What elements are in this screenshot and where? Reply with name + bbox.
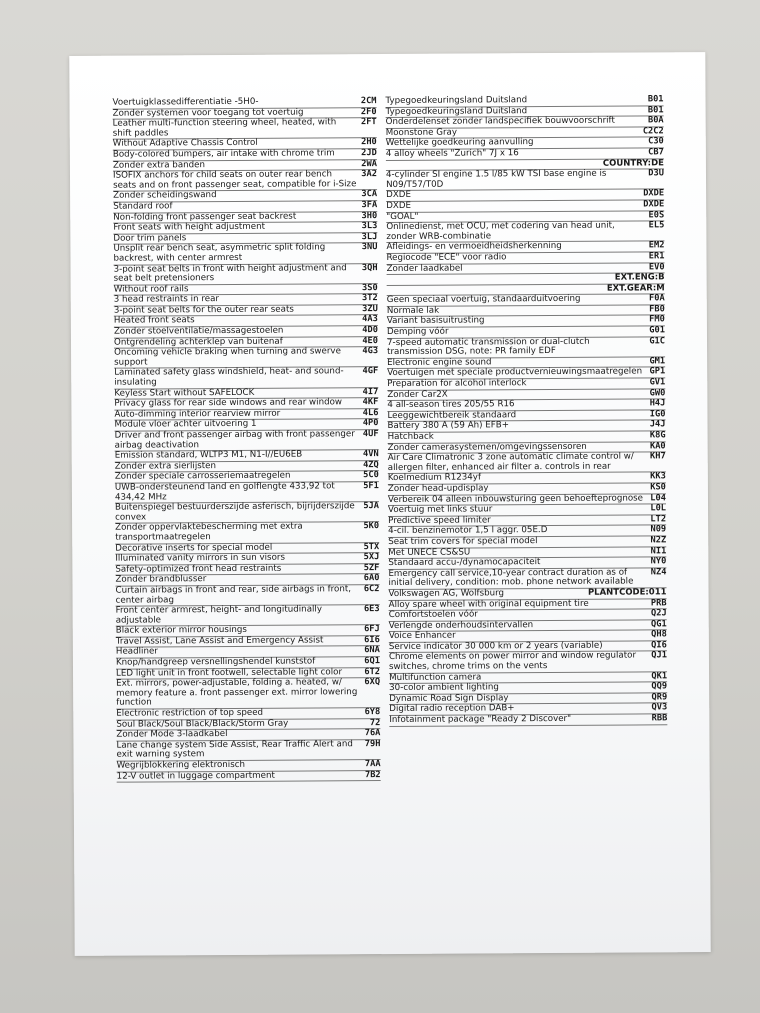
option-code: 4D0 [362, 325, 378, 336]
option-code: B0A [647, 115, 664, 126]
left-column [113, 97, 381, 783]
option-description: Zonder extra sierlijsten [114, 460, 217, 472]
option-code: D3U [648, 168, 665, 179]
option-code: N09 [650, 524, 667, 535]
option-description: 3-point seat belts for the outer rear seats [113, 304, 294, 316]
option-code: 5K0 [363, 521, 380, 532]
option-code: Q2J [650, 608, 667, 619]
option-description: Curtain airbags in front and rear, side airbags in front, center airbag [115, 584, 352, 606]
option-description: Normale lak [386, 305, 440, 316]
option-description: Multifunction camera [389, 672, 482, 683]
option-description: Preparation for alcohol interlock [387, 378, 527, 390]
option-code: IG0 [649, 409, 666, 420]
option-description: Non-folding front passenger seat backrest [113, 211, 297, 223]
option-description: LED light unit in front footwell, selectable light color [115, 666, 343, 679]
option-description: Wettelijke goedkeuring aanvulling [385, 137, 534, 149]
option-code: 4I7 [362, 386, 379, 397]
option-description: Predictive speed limiter [388, 515, 491, 526]
option-description: Digital radio reception DAB+ [389, 703, 515, 715]
option-description: 4-cil. benzinemotor 1,5 l aggr. 05E.D [388, 525, 548, 537]
option-code: FM0 [649, 314, 665, 325]
option-description: Typegoedkeuringsland Duitsland [385, 95, 528, 107]
option-row [389, 714, 667, 726]
option-code: 6Q1 [364, 656, 380, 667]
option-description: Ontgrendeling achterklep van buitenaf [113, 336, 283, 348]
option-description: Driver and front passenger airbag with front passenger airbag deactivation [114, 429, 355, 451]
option-code: 6E3 [363, 604, 380, 615]
option-description: Voertuig met links stuur [388, 504, 493, 516]
option-description: 30-color ambient lighting [389, 682, 499, 694]
option-description: Seat trim covers for special model [388, 536, 538, 547]
option-description: Black exterior mirror housings [115, 625, 247, 636]
option-code: EXT.GEAR:M [606, 283, 665, 294]
paper-sheet [69, 52, 710, 956]
option-code: QK1 [651, 670, 668, 682]
option-row [386, 221, 664, 243]
option-description: Onderdelenset zonder landspecifiek bouwvoorschrift [385, 115, 615, 128]
option-row [386, 169, 664, 191]
option-code: QV3 [651, 702, 668, 713]
option-code: FB0 [649, 304, 665, 315]
option-code: 5F1 [363, 481, 379, 492]
option-code: 7AA [364, 759, 381, 770]
option-code: GM1 [649, 356, 666, 367]
option-row [113, 243, 377, 265]
option-description: Leather multi-function steering wheel, heated, with shift paddles [112, 117, 337, 139]
option-description: Hatchback [387, 431, 434, 443]
option-code: 3ZU [362, 303, 378, 315]
option-code: KS0 [650, 482, 666, 493]
option-description: Knop/handgreep versnellingshendel kunststof [115, 656, 316, 668]
option-description: Standaard accu-/dynamocapaciteit [388, 557, 541, 569]
option-row [388, 453, 666, 475]
option-code: KA0 [649, 440, 666, 452]
option-description: Battery 380 A (59 Ah) EFB+ [387, 420, 510, 432]
option-description: Demping vóór [386, 326, 449, 338]
option-code: PLANTCODE:011 [587, 587, 667, 598]
option-code: CB7 [648, 147, 664, 158]
option-description: Comfortstoelen vóór [388, 609, 478, 621]
option-code: DXDE [643, 188, 665, 199]
option-description: Zonder scheidingswand [113, 190, 217, 202]
option-row [115, 430, 379, 452]
option-row [117, 771, 381, 783]
option-description: Onlinedienst, met OCU, met codering van head unit, zonder WRB-combinatie [386, 220, 615, 242]
option-description: Front seats with height adjustment [113, 221, 266, 233]
option-code: 2CM [360, 96, 377, 107]
option-description: Keyless Start without SAFELOCK [114, 387, 255, 399]
option-description: Electronic engine sound [387, 357, 492, 368]
option-row [116, 605, 380, 627]
option-code: 6FJ [364, 624, 380, 635]
option-code: 6NA [364, 645, 380, 656]
option-row [115, 522, 379, 544]
option-description: Chrome elements on power mirror and window regulator switches, chrome trims on the vents [388, 650, 637, 673]
option-row [389, 652, 667, 674]
option-code: 4G3 [362, 346, 379, 357]
option-description [387, 274, 615, 275]
option-description: Zonder oppervlaktebescherming met extra transportmaatregelen [115, 521, 303, 543]
option-code: G1C [649, 335, 666, 347]
option-code: EV0 [648, 261, 665, 272]
option-description: 12-V outlet in luggage compartment [116, 770, 275, 782]
option-description: Zonder extra banden [112, 159, 206, 171]
option-description: DXDE [386, 200, 412, 211]
option-code: KH7 [649, 451, 666, 462]
option-description: Koelmedium R1234yf [387, 472, 482, 484]
option-code: B01 [647, 104, 664, 116]
option-code: F0A [649, 293, 665, 304]
option-description: Zonder systemen voor toegang tot voertuig [112, 107, 304, 119]
option-code: 3T2 [362, 293, 378, 304]
option-code: 7B2 [364, 769, 381, 780]
option-description: Zonder laadkabel [386, 263, 463, 274]
option-row [116, 678, 380, 709]
option-description: Lane change system Side Assist, Rear Traffic Alert and exit warning system [116, 739, 353, 761]
option-description: Dynamic Road Sign Display [389, 693, 509, 704]
option-description: Service indicator 30 000 km or 2 years (variable) [388, 640, 603, 652]
option-description: Regiocode "ECE" voor radio [386, 252, 507, 263]
option-code: 5JA [363, 501, 380, 512]
option-code: NZ4 [650, 567, 667, 578]
option-code: 3A2 [361, 169, 378, 180]
option-description: 4 alloy wheels "Zurich" 7J x 16 [385, 148, 519, 159]
option-code: PRB [650, 597, 667, 608]
option-description: Zonder brandblusser [115, 574, 207, 585]
right-column [386, 95, 668, 726]
option-code: 2H0 [361, 137, 377, 148]
option-description: Travel Assist, Lane Assist and Emergency Assist [115, 635, 324, 647]
option-description: Zonder stoelventilatie/massagestoelen [113, 325, 284, 337]
option-code: C30 [648, 136, 664, 147]
option-description: Zonder camerasystemen/omgevingssensoren [387, 441, 587, 453]
option-code: 3H0 [361, 210, 378, 221]
option-code: K8G [649, 430, 666, 441]
option-code: EM2 [648, 240, 665, 251]
option-description: Front center armrest, height- and longitudinally adjustable [115, 604, 323, 626]
option-code: 5XJ [363, 552, 380, 563]
option-description: Variant basisuitrusting [386, 315, 485, 327]
option-description [387, 284, 607, 285]
option-description: Volkswagen AG, Wolfsburg [388, 588, 505, 599]
option-description: Verlengde onderhoudsintervallen [388, 619, 534, 631]
option-code: 79H [364, 738, 381, 749]
option-row [115, 585, 379, 607]
option-code: J4J [649, 419, 666, 430]
option-description: Door trim panels [113, 232, 187, 244]
option-code: 6T2 [364, 666, 381, 677]
option-code: H4J [649, 398, 666, 409]
option-description: Moonstone Gray [385, 127, 458, 138]
option-description: Voice Enhancer [388, 630, 456, 642]
option-code: G01 [649, 325, 665, 336]
option-code: QH8 [651, 629, 667, 640]
option-code: QR9 [651, 692, 668, 703]
option-code: GW0 [649, 387, 666, 399]
option-code: QQ9 [651, 681, 668, 692]
option-description [386, 159, 603, 160]
option-description: "GOAL" [386, 211, 419, 222]
option-description: Afleidings- en vermoeidheidsherkenning [386, 241, 562, 253]
option-code: 2FT [360, 117, 377, 128]
option-description: Unsplit rear bench seat, asymmetric split folding backrest, with center armrest [113, 242, 326, 264]
option-code: 4UF [362, 429, 379, 440]
option-code: RBB [651, 713, 668, 724]
option-code: 3S0 [361, 282, 378, 293]
option-description: Module vloer achter uitvoering 1 [114, 419, 257, 431]
option-code: EL5 [648, 220, 665, 231]
option-code: 2F0 [360, 106, 377, 117]
option-description: Heated front seats [113, 315, 195, 327]
option-description: Wegrijblokkering elektronisch [116, 759, 246, 771]
option-code: 5TX [363, 541, 380, 552]
option-code: DXDE [643, 199, 665, 210]
option-code: 4KF [362, 397, 379, 408]
option-code: 3LJ [361, 231, 378, 242]
option-code: 5C0 [363, 470, 379, 481]
option-description: Illuminated vanity mirrors in sun visors [115, 552, 286, 564]
option-code: QG1 [651, 618, 667, 630]
option-code: 4VN [362, 449, 379, 460]
option-code: ER1 [648, 251, 665, 262]
option-description: Electronic restriction of top speed [116, 707, 264, 719]
option-code: 3NU [361, 242, 378, 253]
option-description: Emission standard, WLTP3 M1, N1-I//EU6EB [114, 449, 303, 461]
option-description: Zonder speciale carrosseriemaatregelen [114, 470, 291, 483]
option-code: 6C2 [363, 583, 380, 595]
option-code: 72 [369, 717, 381, 728]
option-code: E0S [648, 209, 665, 220]
option-description: Emergency call service,10-year contract duration as of initial delivery, condition: mob. phone network available [388, 567, 634, 589]
option-code: 4P0 [362, 418, 379, 429]
option-description: Typegoedkeuringsland Duitsland [385, 105, 528, 117]
option-description: Buitenspiegel bestuurderszijde asferisch, bijrijderszijde convex [114, 501, 355, 523]
option-code: QJ1 [651, 650, 667, 661]
option-description: Safety-optimized front head restraints [115, 563, 282, 575]
option-code: GP1 [649, 366, 666, 377]
option-code: L04 [650, 492, 666, 503]
option-code: 6Y8 [364, 707, 381, 718]
option-code: 3CA [361, 189, 378, 200]
option-description: Soul Black/Soul Black/Black/Storm Gray [116, 718, 289, 730]
option-description: Voertuigklassedifferentiatie -5H0- [112, 96, 259, 108]
option-code: 3FA [361, 200, 378, 211]
option-code: 76A [364, 728, 381, 739]
option-code: NI1 [650, 545, 667, 556]
option-description: Air Care Climatronic 3 zone automatic climate control w/ allergen filter, enhanced air filter a. controls in rear [387, 451, 634, 473]
option-description: 4-cylinder SI engine 1.5 l/85 kW TSI base engine is N09/T57/T0D [385, 168, 607, 190]
option-code: B01 [647, 94, 664, 105]
option-description: 4 all-season tires 205/55 R16 [387, 399, 515, 411]
option-row [115, 502, 379, 524]
option-code: L0L [650, 503, 667, 514]
option-code: KK3 [650, 471, 666, 482]
option-code: GV1 [649, 377, 666, 388]
option-code: 6I6 [364, 634, 380, 646]
option-description: Oncoming vehicle braking when turning and swerve support [114, 346, 341, 368]
option-code: 3QH [361, 262, 378, 273]
option-description: Zonder head-updisplay [387, 483, 489, 494]
option-code: 5ZF [363, 562, 380, 573]
option-description: Without roof rails [113, 283, 189, 295]
option-description: Laminated safety glass windshield, heat- and sound-insulating [114, 366, 344, 388]
option-row [116, 740, 380, 762]
option-code: 4E0 [362, 335, 379, 346]
option-description: Leeggewichtbereik standaard [387, 410, 517, 421]
option-row [114, 368, 378, 390]
option-code: 4ZQ [363, 459, 379, 470]
option-description: Zonder Mode 3-laadkabel [116, 729, 228, 740]
option-code: 4A3 [362, 314, 378, 325]
option-description: Ext. mirrors, power-adjustable, folding a. heated, w/ memory feature a. front passenger ext. mirror lowering function [116, 677, 358, 709]
option-description: 3 head restraints in rear [113, 294, 219, 305]
option-description: Verbereik 04 alleen inbouwsturing geen behoefteprognose [387, 493, 644, 505]
option-description: Infotainment package "Ready 2 Discover" [389, 713, 572, 726]
option-code: COUNTRY:DE [602, 157, 664, 169]
option-description: Zonder Car2X [387, 389, 448, 400]
option-code: EXT.ENG:B [614, 272, 665, 283]
option-description: Geen speciaal voertuig, standaarduitvoering [386, 294, 581, 306]
option-code: 2JD [361, 148, 377, 159]
option-description: Without Adaptive Chassis Control [112, 138, 258, 150]
option-description: Voertuigen met speciale productvernieuwingsmaatregelen [387, 366, 643, 379]
option-description: Body-colored bumpers, air intake with chrome trim [112, 148, 335, 160]
option-description: Decorative inserts for special model [115, 542, 273, 554]
option-code: N2Z [650, 535, 667, 546]
option-code: 6XQ [364, 677, 381, 688]
option-description: Auto-dimming interior rearview mirror [114, 408, 281, 420]
option-description: Standard roof [113, 201, 173, 212]
option-code: C2C2 [642, 126, 664, 137]
option-description: ISOFIX anchors for child seats on outer rear bench seats and on front passenger seat, compatible for i-Size [112, 169, 357, 191]
option-description: 3-point seat belts in front with height adjustment and seat belt pretensioners [113, 262, 347, 284]
option-row [387, 337, 665, 359]
option-row [113, 118, 377, 140]
option-row [113, 170, 377, 192]
option-description: UWB-ondersteunend land en golflengte 433,92 tot 434,42 MHz [114, 481, 335, 503]
option-code: 6A0 [363, 573, 380, 584]
option-code: NY0 [650, 556, 667, 567]
option-description: DXDE [386, 190, 411, 201]
option-code: 3L3 [361, 221, 378, 232]
option-code: QI6 [651, 640, 667, 651]
option-description: Privacy glass for rear side windows and rear window [114, 397, 343, 409]
option-code: 4L6 [362, 407, 379, 418]
option-description: Alloy spare wheel with original equipment tire [388, 598, 589, 610]
option-description: 7-speed automatic transmission or dual-clutch transmission DSG, note: PR family EDF [386, 336, 590, 358]
option-description: Met UNECE CS&SU [388, 547, 471, 558]
option-description: Headliner [115, 646, 158, 658]
option-code: 2WA [361, 158, 377, 169]
option-code: LT2 [650, 514, 667, 525]
option-code: 4GF [362, 366, 379, 377]
option-row [114, 264, 378, 286]
